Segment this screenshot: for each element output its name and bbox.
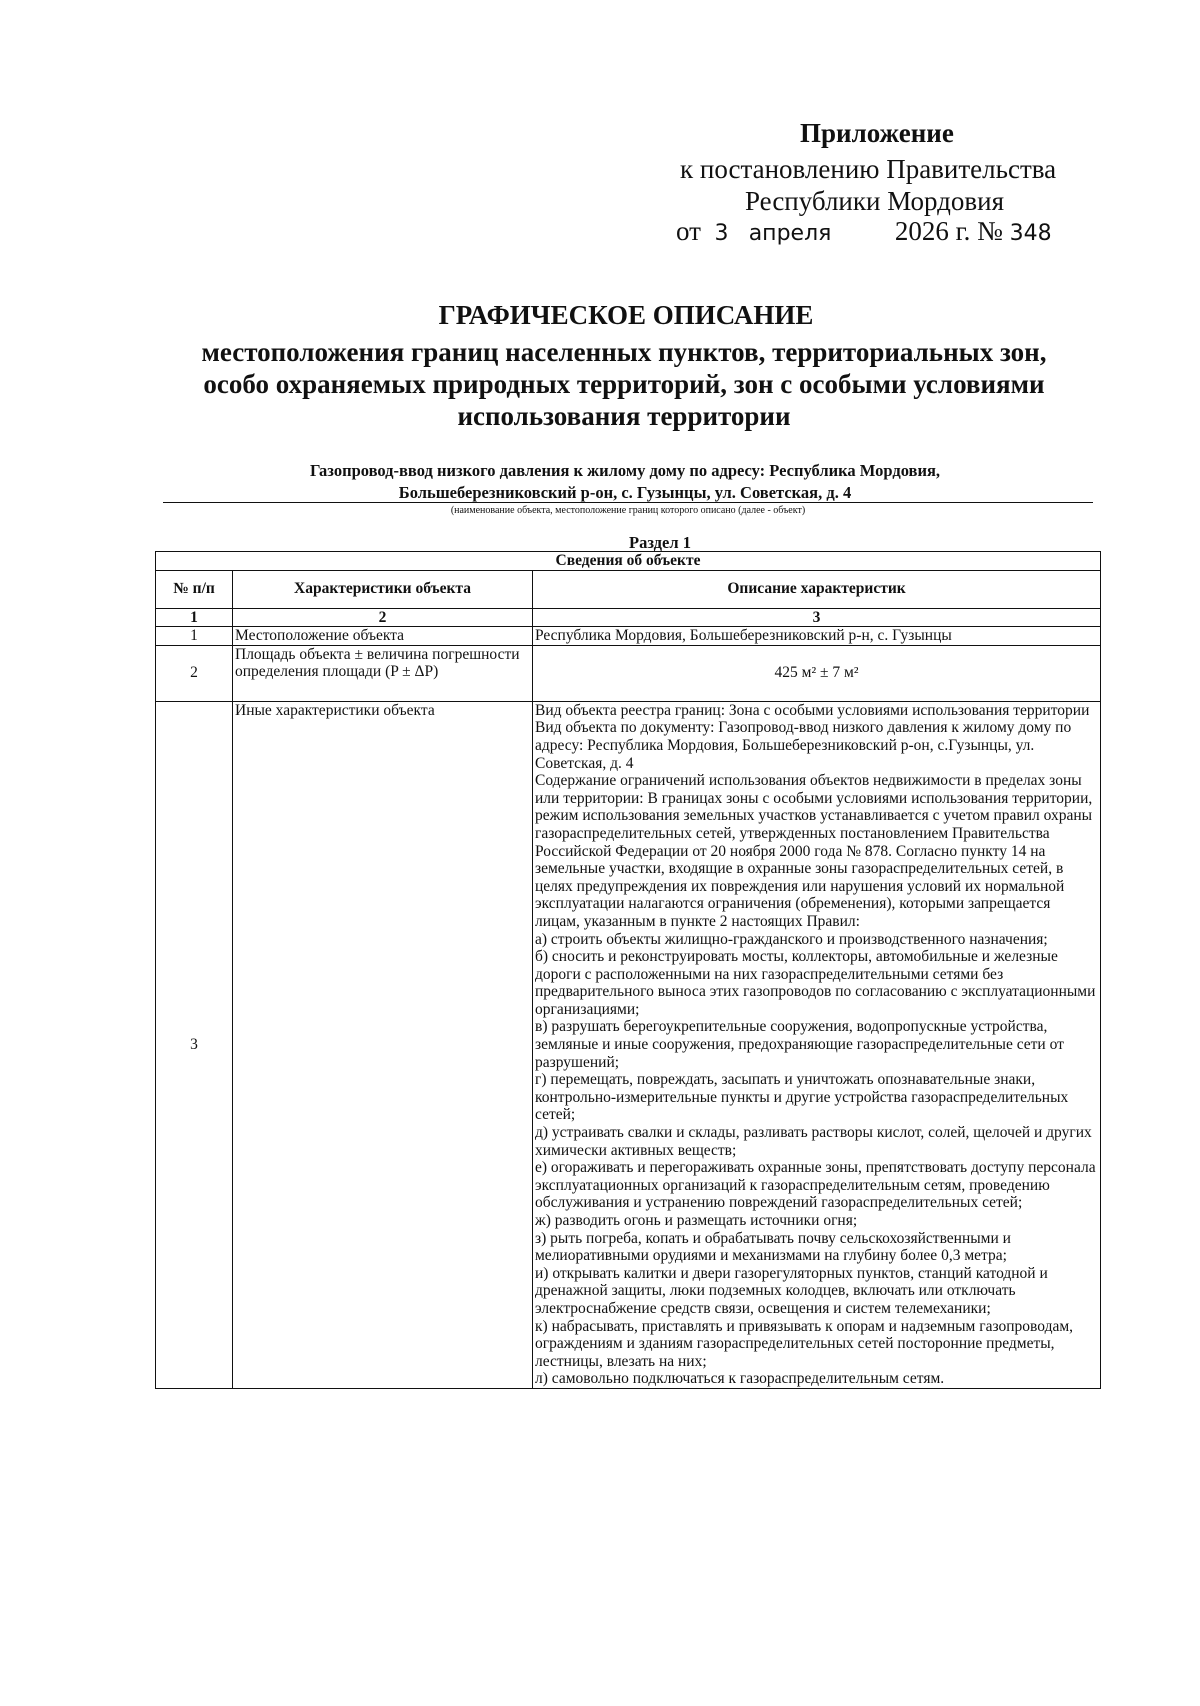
- description-paragraph: 425 м² ± 7 м²: [774, 664, 859, 682]
- number-sign: №: [977, 216, 1003, 246]
- object-name-underline: [163, 502, 1093, 503]
- description-paragraph: ж) разводить огонь и размещать источники огня;: [535, 1212, 858, 1229]
- object-name: Газопровод-ввод низкого давления к жилому дому по адресу: Республика Мордовия, Большеберезниковский р-он, с. Гузынцы, ул. Советская, д. 4: [310, 461, 940, 502]
- description-paragraph: и) открывать калитки и двери газорегуляторных пунктов, станций катодной и дренажной защиты, люки подземных колодцев, включать или отключать электроснабжение средств связи, освещения и систем телемеханики;: [535, 1264, 1048, 1317]
- description-paragraph: Вид объекта реестра границ: Зона с особыми условиями использования территории: [535, 701, 1090, 719]
- header-description: Описание характеристик: [533, 570, 1101, 608]
- table-row: [156, 701, 1101, 1388]
- description-paragraph: з) рыть погреба, копать и обрабатывать почву сельскохозяйственными и мелиоративными орудиями и механизмами на глубину более 0,3 метра;: [535, 1229, 1011, 1265]
- column-number: 1: [156, 608, 233, 627]
- description-paragraph: Содержание ограничений использования объектов недвижимости в пределах зоны или территории: В границах зоны с особыми условиями использования территории, режим использования земельных участков устанавливается с учетом правил охраны газораспределительных сетей, утвержденных постановлением Правительства Российской Федерации от 20 ноября 2000 года № 878. Согласно пункту 14 на земельные участки, входящие в охранные зоны газораспределительных сетей, в целях предупреждения их повреждения или нарушения условий их нормальной эксплуатации налагаются ограничения (обременения), которыми запрещается лицам, указанным в пункте 2 настоящих Правил:: [535, 772, 1093, 930]
- table-row: [156, 645, 1101, 701]
- object-name-caption: (наименование объекта, местоположение границ которого описано (далее - объект): [450, 505, 806, 516]
- table-title-row: [156, 552, 1101, 571]
- document-number: 348: [1009, 221, 1052, 246]
- description-paragraph: г) перемещать, повреждать, засыпать и уничтожать опознавательные знаки, контрольно-измерительные пункты и другие устройства газораспределительных сетей;: [535, 1071, 1069, 1124]
- appendix-resolution-line: к постановлению Правительства: [680, 154, 1057, 184]
- header-num: № п/п: [156, 570, 233, 608]
- column-number-row: [156, 608, 1101, 627]
- row-characteristic: Площадь объекта ± величина погрешности определения площади (P ± ΔP): [233, 645, 533, 701]
- document-title: ГРАФИЧЕСКОЕ ОПИСАНИЕ: [438, 300, 814, 330]
- row-description: [533, 701, 1101, 1388]
- date-prefix: от: [676, 216, 701, 246]
- description-paragraph: Вид объекта по документу: Газопровод-ввод низкого давления к жилому дому по адресу: Республика Мордовия, Большеберезниковский р-он, с.Гузынцы, ул. Советская, д. 4: [535, 719, 1072, 772]
- table-title: Сведения об объекте: [156, 552, 1101, 571]
- appendix-title: Приложение: [800, 118, 954, 148]
- row-num: 3: [156, 701, 233, 1388]
- row-characteristic: Местоположение объекта: [233, 627, 533, 646]
- date-year: 2026 г.: [894, 216, 971, 246]
- description-paragraph: а) строить объекты жилищно-гражданского и производственного назначения;: [535, 930, 1048, 948]
- description-paragraph: Республика Мордовия, Большеберезниковский р-н, с. Гузынцы: [535, 627, 952, 645]
- description-paragraph: е) огораживать и перегораживать охранные зоны, препятствовать доступу персонала эксплуатационных организаций к газораспределительным сетям, проведению обслуживания и устранению повреждений газораспределительных сетей;: [535, 1159, 1096, 1212]
- column-number: 3: [533, 608, 1101, 627]
- date-month: апреля: [748, 221, 832, 246]
- row-description: [533, 645, 1101, 701]
- row-num: 1: [156, 627, 233, 646]
- document-subtitle: местоположения границ населенных пунктов, территориальных зон, особо охраняемых природных территорий, зон с особыми условиями использования территории: [201, 337, 1047, 431]
- appendix-republic-line: Республики Мордовия: [745, 186, 1005, 216]
- object-info-table: [155, 551, 1101, 1389]
- row-num: 2: [156, 645, 233, 701]
- description-paragraph: к) набрасывать, приставлять и привязывать к опорам и надземным газопроводам, ограждениям и зданиям газораспределительных сетей посторонние предметы, лестницы, влезать на них;: [535, 1317, 1074, 1370]
- header-characteristics: Характеристики объекта: [233, 570, 533, 608]
- appendix-date-line: [676, 216, 1052, 247]
- table-row: [156, 627, 1101, 646]
- date-day: 3: [714, 221, 729, 246]
- table-header-row: [156, 570, 1101, 608]
- row-description: [533, 627, 1101, 646]
- row-characteristic: Иные характеристики объекта: [233, 701, 533, 1388]
- column-number: 2: [233, 608, 533, 627]
- description-paragraph: л) самовольно подключаться к газораспределительным сетям.: [535, 1370, 945, 1388]
- description-paragraph: д) устраивать свалки и склады, разливать растворы кислот, солей, щелочей и других химически активных веществ;: [535, 1124, 1092, 1159]
- description-paragraph: в) разрушать берегоукрепительные сооружения, водопропускные устройства, земляные и иные сооружения, предохраняющие газораспределительные сети от разрушений;: [535, 1018, 1064, 1071]
- description-paragraph: б) сносить и реконструировать мосты, коллекторы, автомобильные и железные дороги с расположенными на них газораспределительными сетями без предварительного выноса этих газопроводов по согласованию с эксплуатационными организациями;: [535, 948, 1096, 1018]
- section-label: Раздел 1: [629, 533, 691, 552]
